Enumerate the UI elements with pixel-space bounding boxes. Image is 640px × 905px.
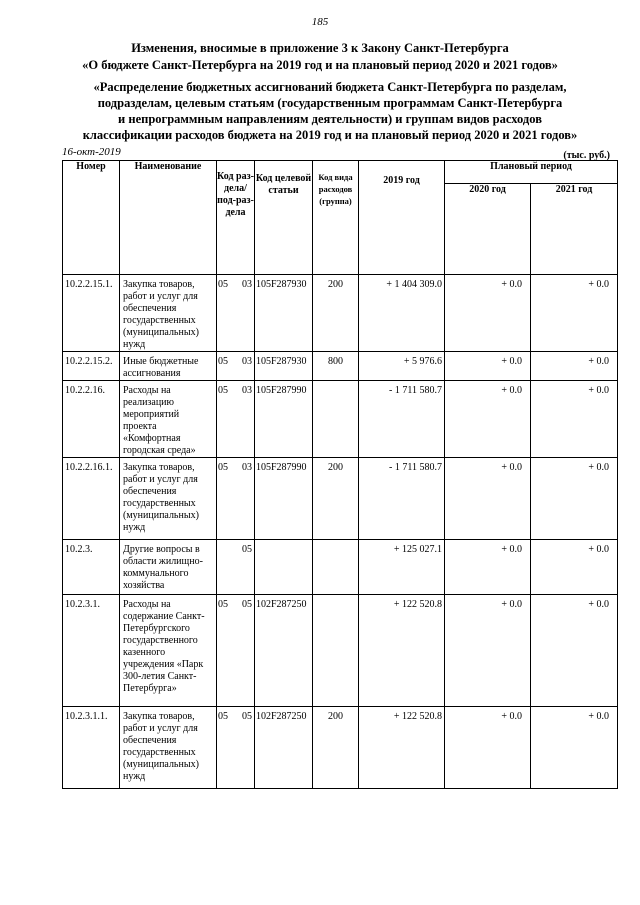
- row-section-code: [217, 381, 255, 458]
- row-kind-code: [313, 540, 359, 595]
- row-number: 10.2.3.1.: [63, 595, 120, 707]
- document-subtitle: [40, 79, 620, 143]
- header-kind: Код вида расходов (группа): [313, 161, 359, 275]
- row-section-code: [217, 275, 255, 352]
- table-row: [63, 352, 618, 381]
- row-amount-2020: + 0.0: [445, 707, 531, 789]
- subtitle-line-1: «Распределение бюджетных ассигнований бюджета Санкт-Петербурга по разделам,: [93, 80, 567, 94]
- row-amount-2019: + 125 027.1: [359, 540, 445, 595]
- row-section-code: [217, 595, 255, 707]
- row-amount-2021: + 0.0: [531, 275, 618, 352]
- row-amount-2019: + 1 404 309.0: [359, 275, 445, 352]
- table-row: [63, 275, 618, 352]
- row-target-code: 105F287990: [255, 381, 313, 458]
- row-section-code-b: 03: [242, 462, 252, 473]
- row-amount-2020: + 0.0: [445, 595, 531, 707]
- row-section-code-b: 03: [242, 385, 252, 396]
- table-row: [63, 595, 618, 707]
- page-number: 185: [311, 16, 329, 28]
- subtitle-line-3: и непрограммным направлениям деятельности) и группам видов расходов: [118, 112, 542, 126]
- row-name: Другие вопросы в области жилищно-коммунального хозяйства: [120, 540, 217, 595]
- title-line-2: «О бюджете Санкт-Петербурга на 2019 год и на плановый период 2020 и 2021 годов»: [82, 58, 558, 72]
- row-target-code: 105F287930: [255, 352, 313, 381]
- row-number: 10.2.2.16.1.: [63, 458, 120, 540]
- row-name: Иные бюджетные ассигнования: [120, 352, 217, 381]
- row-amount-2020: + 0.0: [445, 275, 531, 352]
- row-amount-2021: + 0.0: [531, 352, 618, 381]
- header-name: Наименование: [120, 161, 217, 275]
- header-target: Код целевой статьи: [255, 161, 313, 275]
- row-number: 10.2.2.15.1.: [63, 275, 120, 352]
- row-name: Закупка товаров, работ и услуг для обеспечения государственных (муниципальных) нужд: [120, 275, 217, 352]
- row-kind-code: 800: [313, 352, 359, 381]
- header-2021: 2021 год: [531, 184, 618, 275]
- row-amount-2019: + 122 520.8: [359, 707, 445, 789]
- row-amount-2019: + 122 520.8: [359, 595, 445, 707]
- row-kind-code: [313, 381, 359, 458]
- row-section-code: [217, 352, 255, 381]
- row-section-code-a: 05: [218, 599, 228, 610]
- table-row: [63, 381, 618, 458]
- row-target-code: 102F287250: [255, 707, 313, 789]
- row-amount-2021: + 0.0: [531, 381, 618, 458]
- row-section-code: [217, 458, 255, 540]
- document-title: [0, 40, 640, 74]
- row-name: Закупка товаров, работ и услуг для обеспечения государственных (муниципальных) нужд: [120, 458, 217, 540]
- row-section-code-a: 05: [218, 711, 228, 722]
- row-target-code: 105F287930: [255, 275, 313, 352]
- row-target-code: 102F287250: [255, 595, 313, 707]
- row-amount-2021: + 0.0: [531, 540, 618, 595]
- subtitle-line-4: классификации расходов бюджета на 2019 год и на плановый период 2020 и 2021 годов»: [82, 128, 578, 142]
- row-section-code: [217, 707, 255, 789]
- header-planned: Плановый период: [445, 161, 618, 184]
- row-section-code: [217, 540, 255, 595]
- table-row: [63, 458, 618, 540]
- row-amount-2021: + 0.0: [531, 595, 618, 707]
- row-number: 10.2.2.16.: [63, 381, 120, 458]
- row-target-code: [255, 540, 313, 595]
- row-amount-2020: + 0.0: [445, 540, 531, 595]
- row-name: Расходы на реализацию мероприятий проекта «Комфортная городская среда»: [120, 381, 217, 458]
- row-amount-2019: - 1 711 580.7: [359, 381, 445, 458]
- header-2019: 2019 год: [359, 161, 445, 275]
- row-name: Закупка товаров, работ и услуг для обеспечения государственных (муниципальных) нужд: [120, 707, 217, 789]
- document-date: 16-окт-2019: [62, 146, 121, 158]
- budget-table: [62, 160, 618, 789]
- row-section-code-a: 05: [218, 462, 228, 473]
- row-number: 10.2.3.: [63, 540, 120, 595]
- row-section-code-b: 05: [242, 711, 252, 722]
- row-section-code-b: 03: [242, 356, 252, 367]
- row-amount-2021: + 0.0: [531, 707, 618, 789]
- row-amount-2019: + 5 976.6: [359, 352, 445, 381]
- row-number: 10.2.2.15.2.: [63, 352, 120, 381]
- row-kind-code: [313, 595, 359, 707]
- row-section-code-b: 03: [242, 279, 252, 290]
- table-row: [63, 707, 618, 789]
- header-number: Номер: [63, 161, 120, 275]
- subtitle-line-2: подразделам, целевым статьям (государственным программам Санкт-Петербурга: [97, 96, 563, 110]
- header-section: Код раз-дела/ под-раз-дела: [217, 161, 255, 275]
- row-amount-2020: + 0.0: [445, 352, 531, 381]
- row-kind-code: 200: [313, 275, 359, 352]
- row-amount-2020: + 0.0: [445, 458, 531, 540]
- row-amount-2020: + 0.0: [445, 381, 531, 458]
- row-kind-code: 200: [313, 707, 359, 789]
- title-line-1: Изменения, вносимые в приложение 3 к Закону Санкт-Петербурга: [131, 41, 509, 55]
- row-section-code-a: 05: [218, 356, 228, 367]
- header-2020: 2020 год: [445, 184, 531, 275]
- row-section-code-b: 05: [242, 544, 252, 555]
- row-section-code-a: 05: [218, 279, 228, 290]
- units-label: (тыс. руб.): [563, 150, 610, 161]
- table-row: [63, 540, 618, 595]
- row-amount-2019: - 1 711 580.7: [359, 458, 445, 540]
- row-target-code: 105F287990: [255, 458, 313, 540]
- row-amount-2021: + 0.0: [531, 458, 618, 540]
- row-kind-code: 200: [313, 458, 359, 540]
- row-number: 10.2.3.1.1.: [63, 707, 120, 789]
- row-section-code-b: 05: [242, 599, 252, 610]
- row-section-code-a: 05: [218, 385, 228, 396]
- row-name: Расходы на содержание Санкт-Петербургского государственного казенного учреждения «Парк 300-летия Санкт-Петербурга»: [120, 595, 217, 707]
